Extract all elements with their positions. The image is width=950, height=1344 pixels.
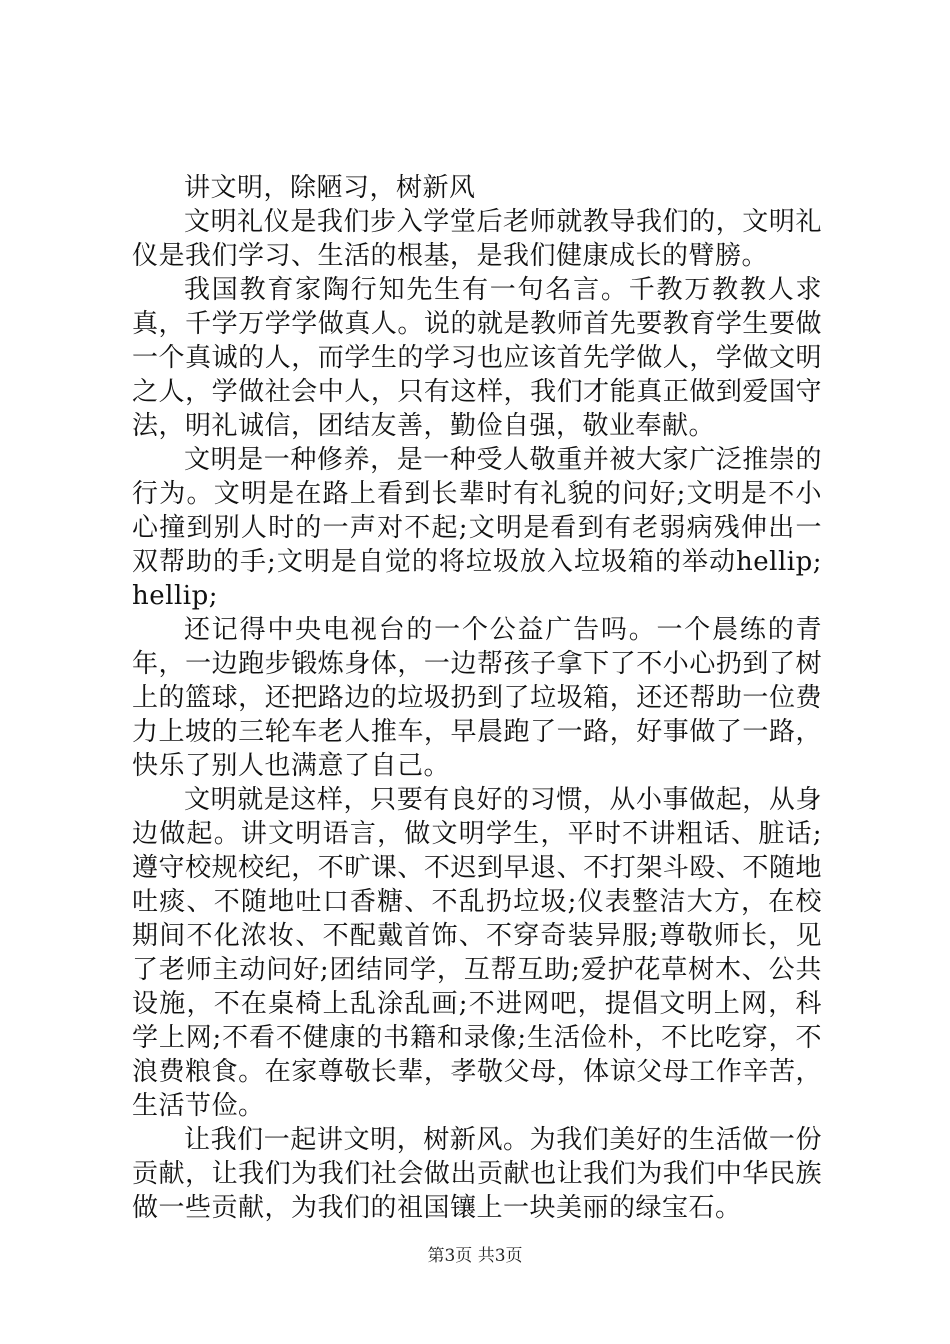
page-number: 第3页 共3页	[427, 1246, 523, 1266]
page-footer	[0, 1245, 950, 1267]
paragraph: 文明是一种修养，是一种受人敬重并被大家广泛推崇的行为。文明是在路上看到长辈时有礼貌的问好;文明是不小心撞到别人时的一声对不起;文明是看到有老弱病残伸出一双帮助的手;文明是自觉的将垃圾放入垃圾箱的举动hellip;hellip;	[132, 445, 822, 611]
document-title: 讲文明，除陋习，树新风	[184, 173, 476, 203]
paragraph: 文明就是这样，只要有良好的习惯，从小事做起，从身边做起。讲文明语言，做文明学生，平时不讲粗话、脏话;遵守校规校纪，不旷课、不迟到早退、不打架斗殴、不随地吐痰、不随地吐口香糖、不乱扔垃圾;仪表整洁大方，在校期间不化浓妆、不配戴首饰、不穿奇装异服;尊敬师长，见了老师主动问好;团结同学，互帮互助;爱护花草树木、公共设施，不在桌椅上乱涂乱画;不进网吧，提倡文明上网，科学上网;不看不健康的书籍和录像;生活俭朴，不比吃穿，不浪费粮食。在家尊敬长辈，孝敬父母，体谅父母工作辛苦，生活节俭。	[132, 785, 822, 1121]
document-body	[132, 171, 822, 1225]
paragraph: 让我们一起讲文明，树新风。为我们美好的生活做一份贡献，让我们为我们社会做出贡献也让我们为我们中华民族做一些贡献，为我们的祖国镶上一块美丽的绿宝石。	[132, 1125, 822, 1223]
paragraph: 还记得中央电视台的一个公益广告吗。一个晨练的青年，一边跑步锻炼身体，一边帮孩子拿下了不小心扔到了树上的篮球，还把路边的垃圾扔到了垃圾箱，还还帮助一位费力上坡的三轮车老人推车，早晨跑了一路，好事做了一路，快乐了别人也满意了自己。	[132, 615, 822, 781]
paragraph: 文明礼仪是我们步入学堂后老师就教导我们的，文明礼仪是我们学习、生活的根基，是我们健康成长的臂膀。	[132, 207, 822, 271]
paragraph: 我国教育家陶行知先生有一句名言。千教万教教人求真，千学万学学做真人。说的就是教师首先要教育学生要做一个真诚的人，而学生的学习也应该首先学做人，学做文明之人，学做社会中人，只有这样，我们才能真正做到爱国守法，明礼诚信，团结友善，勤俭自强，敬业奉献。	[132, 275, 822, 441]
